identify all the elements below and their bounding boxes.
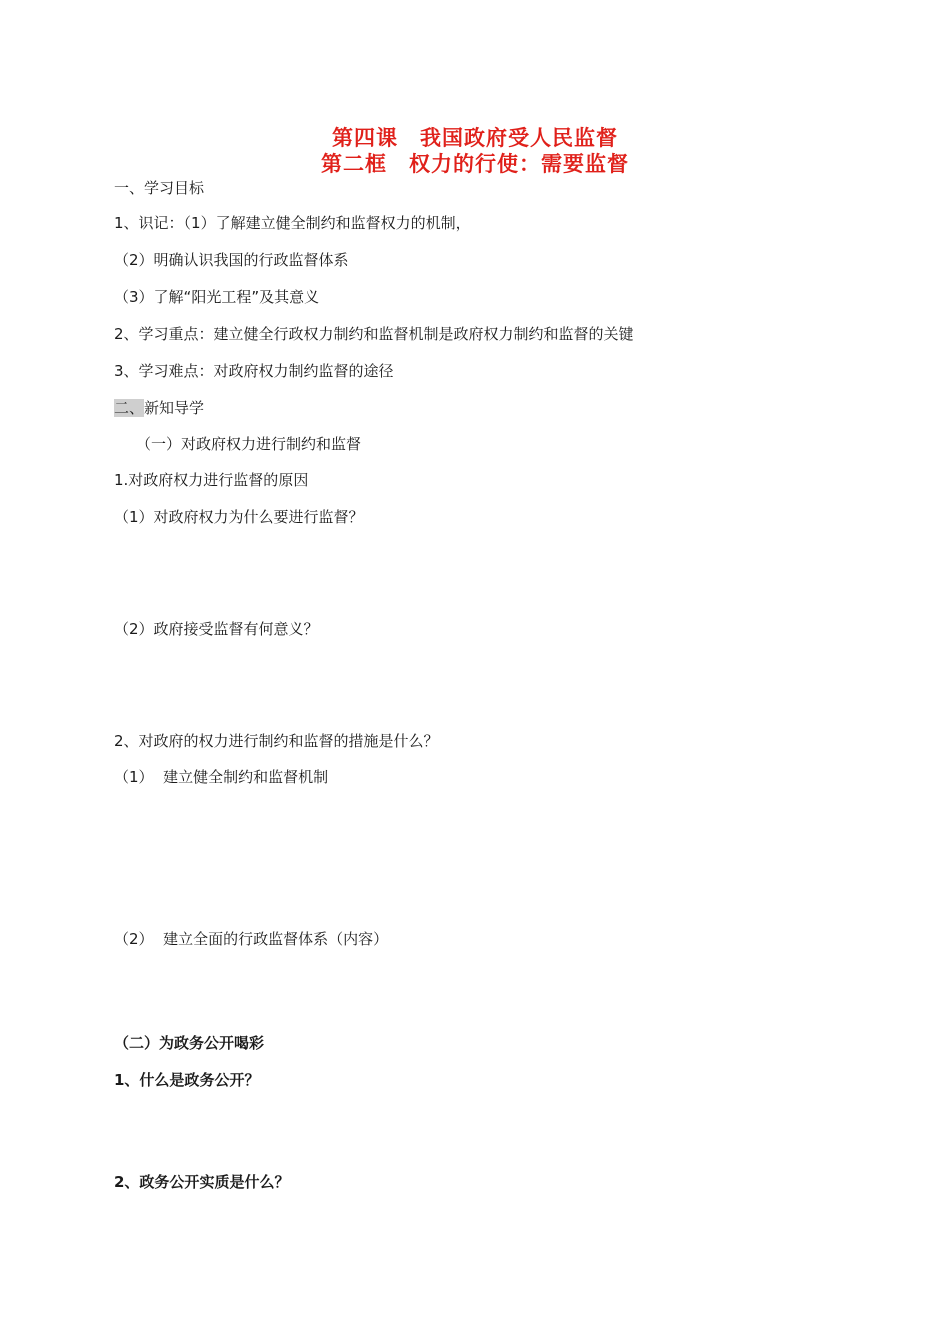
- heading-number-highlight: 二、: [114, 399, 145, 417]
- measure-system: （2） 建立全面的行政监督体系（内容）: [114, 930, 389, 948]
- question-measures: 2、对政府的权力进行制约和监督的措施是什么？: [114, 732, 439, 750]
- section-title: 第二框 权力的行使：需要监督: [321, 152, 629, 176]
- question-why-supervise: （1）对政府权力为什么要进行监督？: [114, 508, 364, 526]
- question-what-is-open-government: 1、什么是政务公开？: [114, 1071, 260, 1089]
- goal-difficulty: 3、学习难点：对政府权力制约监督的途径: [114, 362, 394, 380]
- learning-goals-heading: 一、学习目标: [114, 179, 205, 197]
- question-reason: 1.对政府权力进行监督的原因: [114, 471, 309, 489]
- subsection-power-supervision: （一）对政府权力进行制约和监督: [136, 435, 362, 453]
- heading-text: 新知导学: [144, 399, 205, 417]
- new-knowledge-heading: [114, 398, 204, 418]
- goal-key-point: 2、学习重点：建立健全行政权力制约和监督机制是政府权力制约和监督的关键: [114, 325, 634, 343]
- question-essence: 2、政务公开实质是什么？: [114, 1173, 290, 1191]
- goal-memorize-2: （2）明确认识我国的行政监督体系: [114, 251, 349, 269]
- goal-memorize-3: （3）了解“阳光工程”及其意义: [114, 288, 320, 306]
- subsection-open-government: （二）为政务公开喝彩: [114, 1034, 265, 1052]
- measure-mechanism: （1） 建立健全制约和监督机制: [114, 768, 329, 786]
- goal-memorize: 1、识记：（1）了解建立健全制约和监督权力的机制，: [114, 214, 471, 232]
- question-significance: （2）政府接受监督有何意义？: [114, 620, 319, 638]
- lesson-title: 第四课 我国政府受人民监督: [332, 126, 618, 150]
